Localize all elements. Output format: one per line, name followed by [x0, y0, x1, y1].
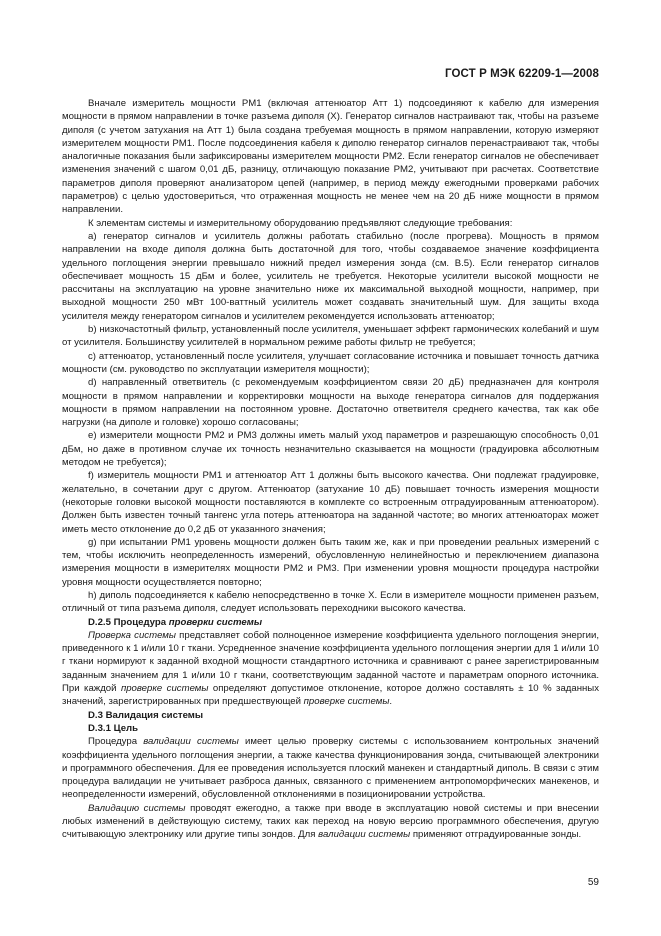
list-item-h: h) диполь подсоединяется к кабелю непосредственно в точке X. Если в измерителе мощности применен разъем, отличный от типа разъема диполя, следует использовать переходники высокого качества. [62, 589, 599, 615]
page-number: 59 [587, 877, 599, 888]
section-d25-paragraph: Проверка системы представляет собой полноценное измерение коэффициента удельного поглощения энергии, приведенного к 1 и/или 10 г ткани. Усредненное значение коэффициента удельного поглощения энергии для 1 и/или 10 г ткани нормируют к заданной входной мощности стандартного источника и сравнивают с ранее зарегистрированным заданным значением для 1 и/или 10 г ткани, соответствующим заданной частоте и параметрам опорного источника. При каждой проверке системы определяют допустимое отклонение, которое должно составлять ± 10 % заданных значений, зарегистрированных при предшествующей проверке системы. [62, 629, 600, 708]
list-item-b: b) низкочастотный фильтр, установленный после усилителя, уменьшает эффект гармонических колебаний и шум от усилителя. Большинству усилителей в нормальном режиме работы фильтр не требуется; [62, 324, 599, 349]
paragraph: К элементам системы и измерительному оборудованию предъявляют следующие требования: [88, 217, 513, 229]
section-heading-d31: D.3.1 Цель [88, 722, 139, 734]
list-item-e: e) измерители мощности PM2 и PM3 должны иметь малый уход параметров и разрешающую способность 0,01 дБм, но даже в противном случае их точность незначительно сказывается на мощности (градуировка абсолютным методом не требуется); [62, 430, 599, 469]
list-item-c: c) аттенюатор, установленный после усилителя, улучшает согласование источника и повышает точность датчика мощности (см. руководство по эксплуатации измерителя мощности); [62, 350, 599, 375]
list-item-f: f) измеритель мощности PM1 и аттенюатор Атт 1 должны быть высокого качества. Они подлежат градуировке, желательно, в сочетании друг с другом. Аттенюатор (затухание 10 дБ) повышает точность измерения мощности (некоторые головки высокой мощности поставляются в комплекте со встроенным отградуированным аттенюатором). Должен быть известен точный тангенс угла потерь аттенюатора на заданной частоте; во многих аттенюаторах может иметь место отклонение до 0,2 дБ от указанного значения; [62, 470, 599, 535]
list-item-d: d) направленный ответвитель (с рекомендуемым коэффициентом связи 20 дБ) предназначен для контроля мощности в прямом направлении и корректировки мощности на выходе генератора сигналов для поддержания мощности в прямом направлении на постоянном уровне. Достаточно ответвителя среднего качества, так как обе нагрузки (на диполе и головке) хорошо согласованы; [62, 377, 599, 429]
list-item-g: g) при испытании PM1 уровень мощности должен быть таким же, как и при проведении реальных измерений с тем, чтобы исключить неопределенность измерений, обусловленную нелинейностью и переключением диапазона измерения мощности в измерителях мощности PM2 и PM3. При изменении уровня мощности процедура настройки уровня мощности осуществляется повторно; [62, 536, 599, 588]
standard-header: ГОСТ Р МЭК 62209-1—2008 [445, 68, 599, 80]
section-d31-paragraph-2: Валидацию системы проводят ежегодно, а также при вводе в эксплуатацию новой системы и при внесении любых изменений в действующую систему, таких как переход на новую версию программного обеспечения, другую считывающую электронику или другие типы зондов. Для валидации системы применяют отградуированные зонды. [62, 802, 599, 841]
section-heading-d3: D.3 Валидация системы [88, 709, 204, 721]
section-heading-d25: D.2.5 Процедура проверки системы [88, 616, 263, 628]
section-d31-paragraph-1: Процедура валидации системы имеет целью проверку системы с использованием контрольных значений коэффициента удельного поглощения энергии, а также качества функционирования зонда, считывающей электроники и программного обеспечения. Для ее проведения используется плоский манекен и стандартный диполь. В связи с этим процедура валидации не учитывает разброса данных, связанного с применением антропоморфических манекенов, и неопределенности измерений, обусловленной отклонениями в позиционировании устройства. [62, 736, 599, 801]
paragraph: Вначале измеритель мощности PM1 (включая аттенюатор Атт 1) подсоединяют к кабелю для измерения мощности в прямом направлении в точке разъема диполя (X). Генератор сигналов настраивают так, чтобы на разъеме диполя (с учетом затухания на Атт 1) была создана требуемая мощность в прямом направлении, которую измеряют измерителем мощности PM1. После подсоединения кабеля к диполю генератор сигналов перенастраивают так, чтобы аналогичные показания были зафиксированы измерителем мощности PM2. Если генератор сигналов не обеспечивает изменения значений с шагом 0,01 дБ, разницу, отличающую показание PM2, учитывают при расчетах. Соответствие параметров диполя проверяют анализатором цепей (например, в период между ежегодными проверками рабочих параметров) с целью удостовериться, что отраженная мощность не менее чем на 20 дБ ниже мощности в прямом направлении. [62, 98, 599, 216]
document-body [62, 97, 599, 842]
list-item-a: a) генератор сигналов и усилитель должны работать стабильно (после прогрева). Мощность в прямом направлении на входе диполя должна быть достаточной для того, чтобы создаваемое значение коэффициента удельного поглощения энергии превышало нижний предел измерения зонда (см. B.5). Если генератор сигналов обеспечивает мощность 15 дБм и более, усилитель не требуется. Некоторые усилители высокой мощности не рассчитаны на эксплуатацию на уровне значительно ниже их максимальной выходной мощности, например, при выходной мощности 250 мВт 100-ваттный усилитель может создавать значительный шум. Для защиты входа усилителя между генератором сигналов и усилителем рекомендуется использовать аттенюатор; [62, 230, 599, 322]
